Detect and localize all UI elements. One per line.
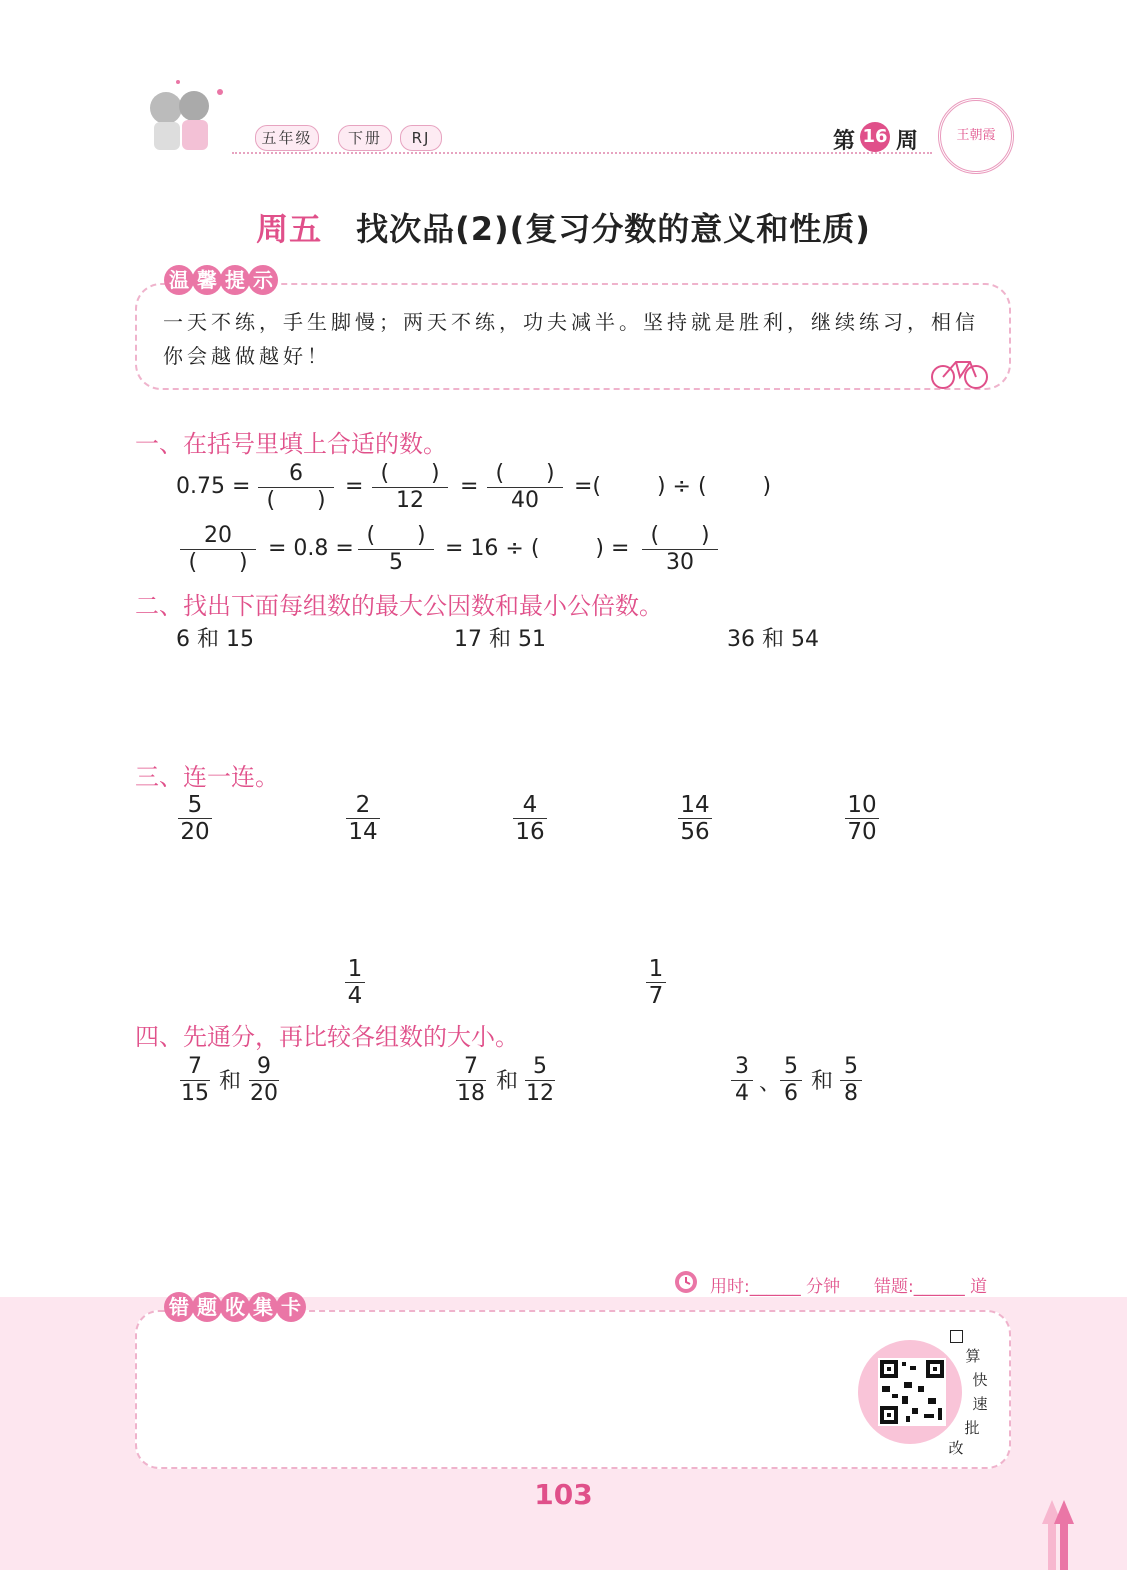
fraction <box>454 1054 488 1107</box>
checkbox-icon <box>950 1330 963 1343</box>
and-word: 和 <box>811 1069 834 1094</box>
match-fraction-top <box>676 792 714 845</box>
denominator: 56 <box>680 819 710 845</box>
numerator: 2 <box>355 792 371 818</box>
q2-pair-3: 36 和 54 <box>727 627 819 652</box>
denominator: 16 <box>515 819 545 845</box>
clock-icon <box>673 1268 699 1294</box>
denominator: 15 <box>181 1081 209 1106</box>
fraction <box>370 461 450 514</box>
section-2-heading: 二、找出下面每组数的最大公因数和最小公倍数。 <box>135 592 663 620</box>
and-word: 和 <box>219 1069 242 1094</box>
denominator: 18 <box>457 1081 485 1106</box>
day-label: 周五 <box>256 210 323 248</box>
page-number: 103 <box>534 1478 593 1511</box>
match-fraction-top <box>344 792 382 845</box>
numerator: 6 <box>289 461 303 486</box>
fraction <box>640 523 720 576</box>
numerator: 14 <box>680 792 710 818</box>
numerator: 5 <box>784 1054 798 1079</box>
q1-row2-division: = 16 ÷ ( ) = <box>445 536 630 561</box>
tip-label <box>164 265 276 295</box>
time-used-label: 用时:______ 分钟 <box>710 1277 841 1297</box>
denominator: 4 <box>735 1081 749 1106</box>
card-label-char: 集 <box>248 1292 278 1322</box>
match-fraction-bottom <box>343 956 367 1009</box>
section-3-heading: 三、连一连。 <box>135 763 279 791</box>
week-suffix: 周 <box>896 129 919 154</box>
numerator: 1 <box>648 956 664 982</box>
q1-row1-tail: =( ) ÷ ( ) <box>574 474 772 499</box>
tip-label-char: 温 <box>164 265 194 295</box>
numerator: 7 <box>464 1054 478 1079</box>
card-label-char: 卡 <box>276 1292 306 1322</box>
qr-caption: 批 <box>964 1419 980 1437</box>
volume-tag: 下册 <box>338 125 392 151</box>
qr-caption: 快 <box>972 1371 988 1389</box>
equals: = <box>345 474 364 499</box>
fraction <box>178 523 258 576</box>
card-label-char: 题 <box>192 1292 222 1322</box>
header-dotted-line <box>232 152 932 154</box>
section-4-heading: 四、先通分，再比较各组数的大小。 <box>135 1023 519 1051</box>
numerator: ( ) <box>495 461 555 486</box>
bicycle-icon <box>930 350 990 390</box>
numerator: 5 <box>187 792 203 818</box>
q1-row2-mid: = 0.8 = <box>268 536 354 561</box>
fraction <box>729 1054 755 1107</box>
numerator: 1 <box>347 956 363 982</box>
denominator: 20 <box>180 819 210 845</box>
q1-row1-start: 0.75 = <box>176 474 251 499</box>
qr-caption: 速 <box>972 1395 988 1413</box>
card-label-char: 收 <box>220 1292 250 1322</box>
denominator: 8 <box>844 1081 858 1106</box>
denominator: 40 <box>511 488 539 513</box>
page-title <box>0 204 1127 250</box>
fraction <box>178 1054 212 1107</box>
tip-label-char: 馨 <box>192 265 222 295</box>
denominator: 30 <box>666 550 694 575</box>
fraction <box>256 461 336 514</box>
qr-caption: 改 <box>948 1439 964 1457</box>
denominator: 7 <box>648 983 664 1009</box>
denominator: 12 <box>526 1081 554 1106</box>
cartoon-kids-illustration <box>140 78 232 156</box>
fraction <box>485 461 565 514</box>
fraction <box>838 1054 864 1107</box>
mistakes-label: 错题:______ 道 <box>874 1277 988 1297</box>
section-1-heading: 一、在括号里填上合适的数。 <box>135 430 447 458</box>
and-word: 和 <box>496 1069 519 1094</box>
numerator: 10 <box>847 792 877 818</box>
equals: = <box>460 474 479 499</box>
week-prefix: 第 <box>833 129 856 154</box>
author-stamp-logo: 王朝霞 <box>938 98 1014 174</box>
q2-pair-1: 6 和 15 <box>176 627 254 652</box>
fraction <box>523 1054 557 1107</box>
lesson-title: 找次品(2)(复习分数的意义和性质) <box>356 210 871 248</box>
numerator: 5 <box>533 1054 547 1079</box>
qr-caption: 算 <box>965 1347 981 1365</box>
grade-tag: 五年级 <box>255 125 319 151</box>
q2-pair-2: 17 和 51 <box>454 627 546 652</box>
fraction <box>778 1054 804 1107</box>
numerator: ( ) <box>380 461 440 486</box>
denominator: 70 <box>847 819 877 845</box>
numerator: ( ) <box>366 523 426 548</box>
numerator: 20 <box>204 523 232 548</box>
denominator: 5 <box>389 550 403 575</box>
numerator: ( ) <box>650 523 710 548</box>
mistake-card-label <box>164 1292 304 1322</box>
fraction <box>247 1054 281 1107</box>
match-fraction-bottom <box>644 956 668 1009</box>
numerator: 3 <box>735 1054 749 1079</box>
match-fraction-top <box>176 792 214 845</box>
qr-code-icon[interactable] <box>878 1358 946 1426</box>
match-fraction-top <box>511 792 549 845</box>
numerator: 4 <box>522 792 538 818</box>
fraction <box>356 523 436 576</box>
denominator: 6 <box>784 1081 798 1106</box>
denominator: 12 <box>396 488 424 513</box>
tip-label-char: 示 <box>248 265 278 295</box>
edition-tag: RJ <box>400 125 442 151</box>
numerator: 5 <box>844 1054 858 1079</box>
denominator: ( ) <box>266 488 326 513</box>
numerator: 7 <box>188 1054 202 1079</box>
arrow-decoration <box>1040 1498 1076 1570</box>
denominator: ( ) <box>188 550 248 575</box>
tip-text: 一天不练，手生脚慢；两天不练，功夫减半。坚持就是胜利，继续练习，相信你会越做越好！ <box>163 310 979 368</box>
denominator: 4 <box>347 983 363 1009</box>
match-fraction-top <box>843 792 881 845</box>
separator: 、 <box>759 1071 782 1096</box>
tip-label-char: 提 <box>220 265 250 295</box>
denominator: 14 <box>348 819 378 845</box>
card-label-char: 错 <box>164 1292 194 1322</box>
numerator: 9 <box>257 1054 271 1079</box>
week-number-badge: 16 <box>860 122 890 152</box>
denominator: 20 <box>250 1081 278 1106</box>
